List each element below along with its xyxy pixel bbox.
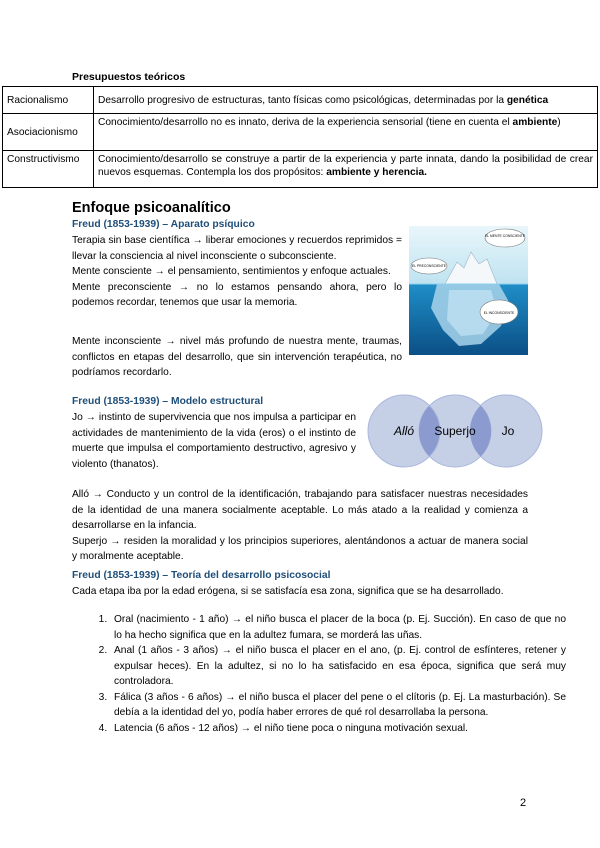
page-number: 2 — [520, 797, 527, 809]
iceberg-label-top: EL MENTE CONSCIENTE — [484, 234, 526, 238]
iceberg-label-middle: EL PRECONSCIENTE — [411, 264, 447, 268]
table-row — [3, 87, 598, 114]
list-item: 3. Fálica (3 años - 6 años) → el niño busca el placer del pene o el clítoris (p. Ej. La masturbación). Se debía a la identidad del yo, podía haber errores de qué rol desarrollaba la persona. — [110, 690, 566, 721]
desc-text: Desarrollo progresivo de estructuras, tanto físicas como psicológicas, determinadas por la — [98, 94, 507, 106]
aparato-p2: Mente consciente → el pensamiento, sentimientos y enfoque actuales. — [72, 266, 391, 277]
desc-bold: genética — [506, 94, 549, 106]
iceberg-image — [409, 226, 528, 355]
stages-list — [72, 612, 566, 736]
table-row — [3, 151, 598, 188]
desc-bold: ambiente — [512, 117, 558, 128]
term-cell: Asociacionismo — [3, 114, 94, 151]
aparato-text — [72, 233, 402, 311]
venn-label-left: Alló — [393, 424, 415, 438]
presupuestos-title: Presupuestos teóricos — [72, 71, 186, 83]
aparato-p4: Mente inconsciente → nivel más profundo de nuestra mente, traumas, conflictos en etapas del desarrollo, que sin intervención terapéutica, no podríamos recordarlo. — [72, 336, 402, 378]
venn-label-right: Jo — [501, 424, 515, 438]
aparato-p1: Terapia sin base científica → liberar emociones y recuerdos reprimidos = llevar la consciencia al nivel inconsciente o subconsciente. — [72, 235, 402, 262]
iceberg-label-bottom: EL INCONSCIENTE — [483, 311, 515, 315]
list-item: 1. Oral (nacimiento - 1 año) → el niño busca el placer de la boca (p. Ej. Succión). En caso de que no lo ha hecho significa que en la adultez fumara, se morderá las uñas. — [110, 612, 566, 643]
estructural-p1: Jo → instinto de supervivencia que nos impulsa a participar en actividades de mantenimiento de la vida (eros) o el instinto de muerte que impulsa el comportamiento destructivo, agresivo y violento (thanatos). — [72, 412, 356, 470]
list-item: 2. Anal (1 años - 3 años) → el niño busca el placer en el ano, (p. Ej. control de esfínteres, retener y expulsar heces). En la adultez, si no lo ha satisfacido en esa época, significa que será muy controladora. — [110, 643, 566, 690]
venn-label-center: Superjo — [434, 424, 476, 438]
desc-text: Conocimiento/desarrollo no es innato, deriva de la experiencia sensorial (tiene en cuenta el — [98, 117, 513, 128]
aparato-p3: Mente preconsciente → no lo estamos pensando ahora, pero lo podemos recordar, tenemos que usar la memoria. — [72, 281, 402, 308]
psicosocial-intro: Cada etapa iba por la edad erógena, si se satisfacía esa zona, significa que se ha desarrollado. — [72, 586, 504, 597]
desc-cell — [94, 87, 598, 114]
estructural-p3: Superjo → residen la moralidad y los principios superiores, alentándonos a actuar de manera social y moralmente aceptable. — [72, 535, 528, 562]
psicosocial-heading: Freud (1853-1939) – Teoría del desarrollo psicosocial — [72, 570, 331, 581]
term-cell: Racionalismo — [3, 87, 94, 114]
desc-text: Conocimiento/desarrollo se construye a partir de la experiencia y parte innata, dando la posibilidad de crear nuevos esquemas. Contempla los dos propósitos: — [98, 154, 593, 178]
venn-diagram — [366, 393, 544, 469]
table-row — [3, 114, 598, 151]
estructural-text — [72, 487, 528, 565]
estructural-heading: Freud (1853-1939) – Modelo estructural — [72, 396, 264, 407]
desc-end: ) — [557, 117, 561, 128]
desc-bold: ambiente y herencia. — [326, 167, 428, 178]
aparato-heading: Freud (1853-1939) – Aparato psíquico — [72, 219, 255, 230]
desc-cell — [94, 151, 598, 188]
presupuestos-table — [2, 86, 598, 188]
term-cell: Constructivismo — [3, 151, 94, 188]
estructural-p2: Alló → Conducto y un control de la identificación, trabajando para satisfacer nuestras necesidades de la identidad de una manera socialmente aceptable. Lo más atado a la realidad y comienza a desarrollarse en la infancia. — [72, 489, 528, 531]
list-item: 4. Latencia (6 años - 12 años) → el niño tiene poca o ninguna motivación sexual. — [110, 721, 566, 737]
section-title: Enfoque psicoanalítico — [72, 200, 231, 216]
desc-cell — [94, 114, 598, 151]
